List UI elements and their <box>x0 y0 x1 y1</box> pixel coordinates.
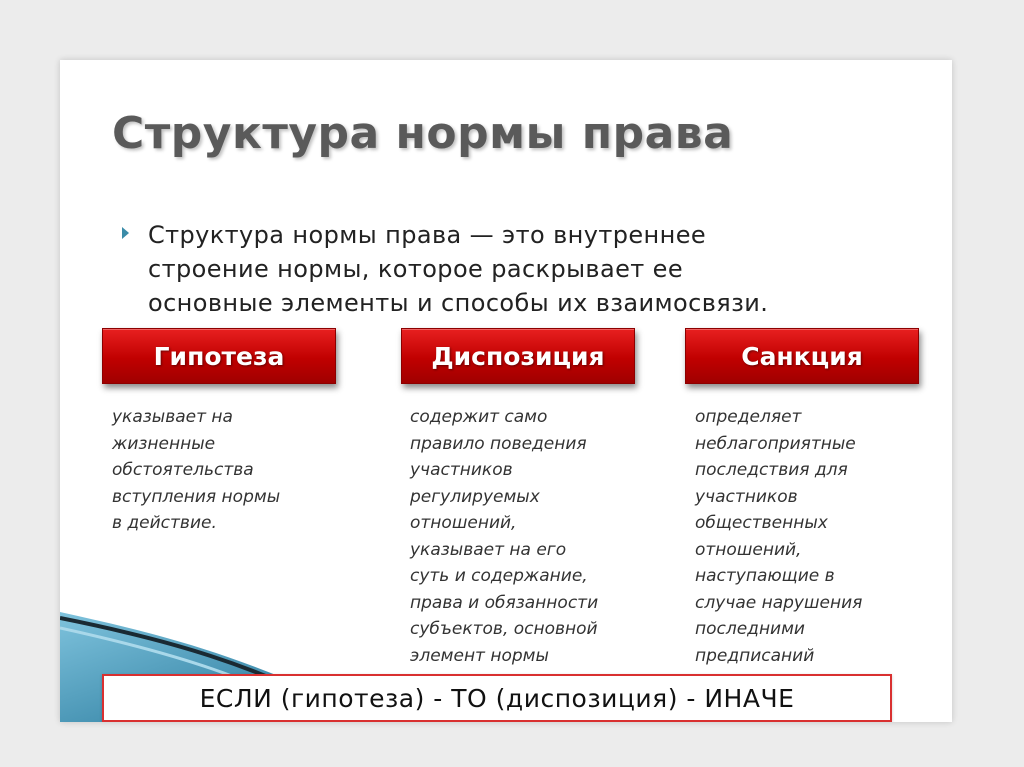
description-line: элемент нормы <box>410 645 549 666</box>
description-line: последними <box>695 619 805 639</box>
description-line: правило поведения <box>410 433 587 454</box>
description-line: отношений, <box>695 539 802 560</box>
definition-line: строение нормы, которое раскрывает ее <box>148 255 683 283</box>
description-line: участников <box>410 460 513 480</box>
slide-title: Структура нормы права <box>112 108 734 159</box>
disposition-box: Диспозиция <box>401 328 635 384</box>
description-line: неблагоприятные <box>695 433 856 454</box>
sanction-description <box>695 404 935 669</box>
description-line: общественных <box>695 513 828 533</box>
definition-text <box>148 218 902 320</box>
description-line: случае нарушения <box>695 592 863 613</box>
formula-box: ЕСЛИ (гипотеза) - ТО (диспозиция) - ИНАЧЕ <box>102 674 892 722</box>
sanction-box: Санкция <box>685 328 919 384</box>
description-line: права и обязанности <box>410 592 599 613</box>
description-line: указывает на <box>112 407 233 427</box>
description-line: жизненные <box>112 433 216 454</box>
description-line: предписаний <box>695 645 815 666</box>
disposition-description <box>410 404 650 669</box>
hypothesis-box: Гипотеза <box>102 328 336 384</box>
description-line: содержит само <box>410 407 548 427</box>
hypothesis-description <box>112 404 352 537</box>
description-line: участников <box>695 486 798 507</box>
description-line: последствия для <box>695 460 848 480</box>
description-line: суть и содержание, <box>410 566 588 586</box>
description-line: обстоятельства <box>112 460 254 480</box>
description-line: наступающие в <box>695 566 835 586</box>
description-line: в действие. <box>112 513 217 533</box>
bullet-arrow-icon <box>122 227 129 239</box>
description-line: определяет <box>695 407 802 427</box>
description-line: отношений, <box>410 513 517 533</box>
description-line: регулируемых <box>410 486 540 507</box>
slide <box>60 60 952 722</box>
description-line: указывает на его <box>410 539 567 560</box>
description-line: субъектов, основной <box>410 619 598 639</box>
description-line: вступления нормы <box>112 486 281 507</box>
definition-line: основные элементы и способы их взаимосвязи. <box>148 289 769 317</box>
definition-line: Структура нормы права — это внутреннее <box>148 221 707 249</box>
definition-bullet <box>122 218 902 320</box>
